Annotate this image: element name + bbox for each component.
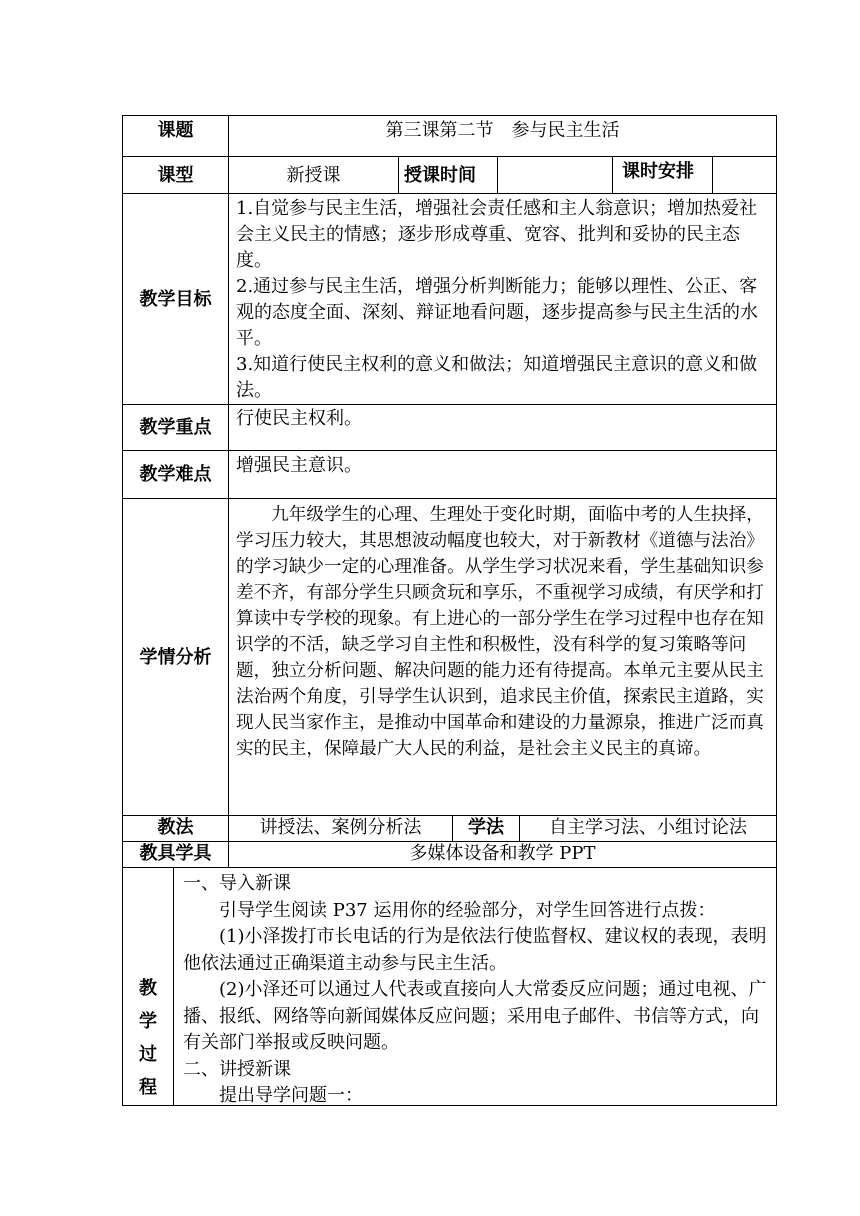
- goal-item: 3.知道行使民主权利的意义和做法；知道增强民主意识的意义和做法。: [236, 354, 758, 401]
- process-label-char: 学: [139, 1011, 157, 1032]
- difficulty-label: 教学难点: [139, 464, 212, 485]
- key-point-label: 教学重点: [139, 417, 212, 438]
- process-label-char: 过: [139, 1044, 157, 1065]
- analysis-text: 九年级学生的心理、生理处于变化时期，面临中考的人生抉择，学习压力较大，其思想波动幅度也较大，对于新教材《道德与法治》的学习缺少一定的心理准备。从学生学习状况来看，学生基础知识参差不齐，有部分学生只顾贪玩和享乐，不重视学习成绩，有厌学和打算读中专学校的现象。有上进心的一部分学生在学习过程中也存在知识学的不活，缺乏学习自主性和积极性，没有科学的复习策略等问题，独立分析问题、解决问题的能力还有待提高。本单元主要从民主法治两个角度，引导学生认识到，追求民主价值，探索民主道路，实现人民当家作主，是推动中国革命和建设的力量源泉，推进广泛而真实的民主，保障最广大人民的利益，是社会主义民主的真谛。: [236, 505, 764, 759]
- process-label: [123, 972, 173, 1104]
- process-paragraph: 引导学生阅读 P37 运用你的经验部分，对学生回答进行点拨：: [219, 899, 716, 921]
- tools-value: 多媒体设备和教学 PPT: [409, 843, 596, 864]
- lesson-type-value: 新授课: [286, 165, 341, 186]
- goals-content: [236, 196, 770, 404]
- study-method-label: 学法: [468, 817, 504, 838]
- process-heading: 二、讲授新课: [183, 1058, 291, 1080]
- process-paragraph: 提出导学问题一：: [219, 1085, 363, 1106]
- process-paragraph: (2)小泽还可以通过人代表或直接向人大常委反应问题；通过电视、广播、报纸、网络等向新闻媒体反应问题；采用电子邮件、书信等方式，向有关部门举报或反映问题。: [183, 979, 767, 1053]
- study-method-value: 自主学习法、小组讨论法: [549, 817, 747, 838]
- lesson-type-label: 课型: [157, 165, 194, 186]
- analysis-content: [236, 502, 770, 762]
- key-point-value: 行使民主权利。: [236, 408, 362, 429]
- process-label-char: 程: [139, 1077, 157, 1098]
- tools-label: 教具学具: [139, 843, 212, 864]
- goal-item: 1.自觉参与民主生活，增强社会责任感和主人翁意识；增加热爱社会主义民主的情感；逐步形成尊重、宽容、批判和妥协的民主态度。: [236, 198, 758, 271]
- analysis-label: 学情分析: [139, 647, 212, 668]
- process-paragraph: (1)小泽拨打市长电话的行为是依法行使监督权、建议权的表现，表明他依法通过正确渠道主动参与民主生活。: [183, 926, 767, 974]
- topic-value: 第三课第二节 参与民主生活: [385, 120, 620, 141]
- method-label: 教法: [157, 817, 194, 838]
- process-label-char: 教: [139, 978, 157, 999]
- process-content: [183, 871, 771, 1110]
- process-heading: 一、导入新课: [183, 873, 291, 894]
- goals-label: 教学目标: [139, 289, 212, 310]
- class-schedule-label: 课时安排: [622, 161, 694, 182]
- difficulty-value: 增强民主意识。: [236, 455, 362, 476]
- topic-label: 课题: [157, 120, 194, 141]
- method-value: 讲授法、案例分析法: [259, 817, 422, 838]
- goal-item: 2.通过参与民主生活，增强分析判断能力；能够以理性、公正、客观的态度全面、深刻、辩证地看问题，逐步提高参与民主生活的水平。: [236, 276, 758, 349]
- teaching-time-label: 授课时间: [404, 165, 476, 186]
